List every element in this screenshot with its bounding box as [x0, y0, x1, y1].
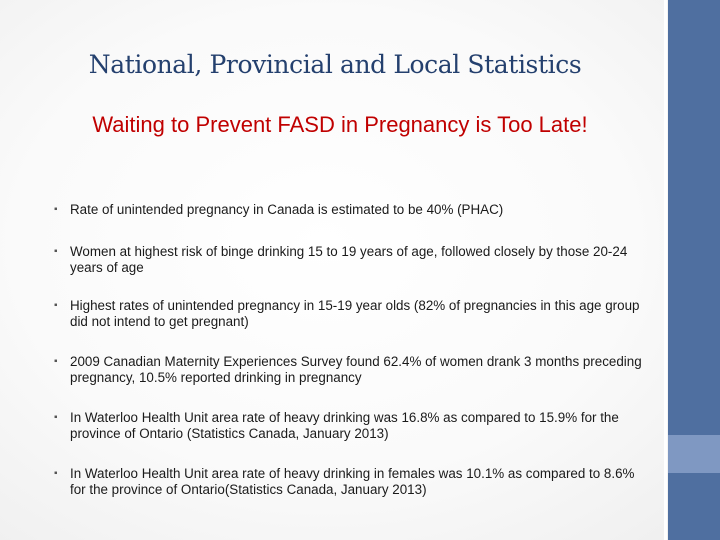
bullet-square-icon: ▪ — [54, 204, 58, 215]
bullet-text: In Waterloo Health Unit area rate of heavy drinking in females was 10.1% as compared to 8.6% for the province of Ontario(Statistics Canada, January 2013) — [70, 466, 635, 497]
bullet-item — [54, 244, 644, 276]
bullet-square-icon: ▪ — [54, 468, 58, 479]
side-decor-accent — [668, 435, 720, 473]
bullet-text: Highest rates of unintended pregnancy in 15-19 year olds (82% of pregnancies in this age group did not intend to get pregnant) — [70, 298, 640, 329]
slide-title: National, Provincial and Local Statistics — [88, 50, 582, 79]
bullet-square-icon: ▪ — [54, 300, 58, 311]
bullet-text: 2009 Canadian Maternity Experiences Survey found 62.4% of women drank 3 months preceding pregnancy, 10.5% reported drinking in pregnancy — [70, 354, 642, 385]
bullet-item — [54, 410, 644, 442]
bullet-text: Rate of unintended pregnancy in Canada is estimated to be 40% (PHAC) — [70, 202, 504, 217]
bullet-square-icon: ▪ — [54, 412, 58, 423]
bullet-item — [54, 202, 503, 218]
bullet-text: In Waterloo Health Unit area rate of heavy drinking was 16.8% as compared to 15.9% for the province of Ontario (Statistics Canada, January 2013) — [70, 410, 619, 441]
bullet-item — [54, 354, 644, 386]
slide-subtitle: Waiting to Prevent FASD in Pregnancy is Too Late! — [92, 112, 588, 137]
side-bar-separator — [664, 0, 667, 540]
bullet-text: Women at highest risk of binge drinking 15 to 19 years of age, followed closely by those 20-24 years of age — [70, 244, 628, 275]
bullet-item — [54, 466, 644, 498]
bullet-item — [54, 298, 644, 330]
bullet-square-icon: ▪ — [54, 356, 58, 367]
bullet-square-icon: ▪ — [54, 246, 58, 257]
